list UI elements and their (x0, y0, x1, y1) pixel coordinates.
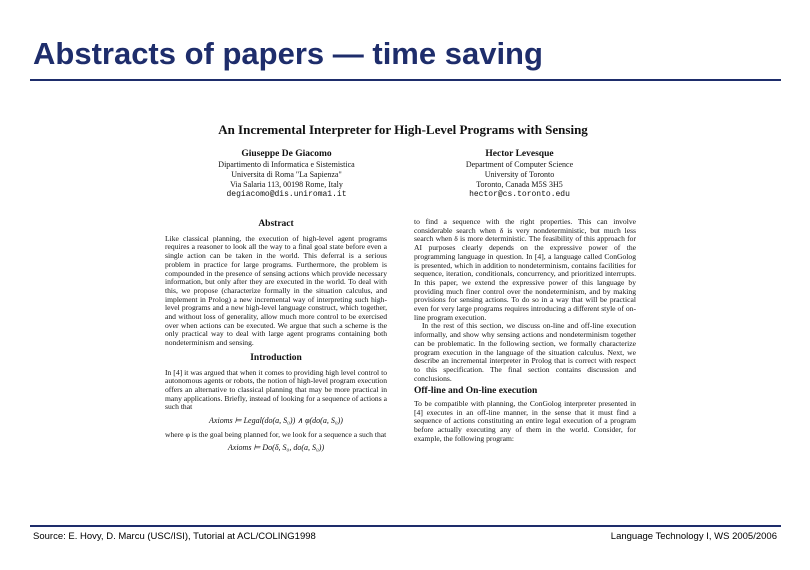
author-name: Giuseppe De Giacomo (241, 149, 332, 159)
section-heading: Off-line and On-line execution (414, 386, 538, 397)
author-email: hector@cs.toronto.edu (469, 190, 570, 199)
author-affiliation-line: Via Salaria 113, 00198 Rome, Italy (230, 180, 343, 189)
slide-title: Abstracts of papers — time saving (33, 36, 543, 71)
footer-source: Source: E. Hovy, D. Marcu (USC/ISI), Tutorial at ACL/COLING1998 (33, 531, 316, 542)
introduction-heading: Introduction (250, 352, 302, 363)
paper-title: An Incremental Interpreter for High-Level Programs with Sensing (218, 122, 588, 137)
author-affiliation-line: University of Toronto (484, 170, 555, 179)
paper-left-column (165, 218, 387, 458)
body-text: to find a sequence with the right properties. This can involve considerable search when δ is very nondeterministic, but much less search when δ is more deterministic. The feasibility of this approach for AI purposes clearly depends on the expressive power of the programming language in question. In [4], a language called ConGolog is presented, which in addition to nondeterminism, contains facilities for sequence, iteration, conditionals, concurrency, and prioritized interrupts. In this paper, we extend the expressive power of this language by providing much finer control over the nondeterminism, and by making provisions for sensing actions. To do so in a way that will be practical even for very large programs requires introducing a different style of on-line program execution. (414, 217, 636, 322)
footer-course: Language Technology I, WS 2005/2006 (610, 531, 777, 542)
paper-authors (170, 148, 636, 200)
paper-right-column (414, 218, 636, 458)
introduction-text: In [4] it was argued that when it comes to providing high level control to autonomous agents or robots, the notion of high-level program execution offers an alternative to classical planning that may be more practical in many applications. Briefly, instead of looking for a sequence of actions a such that (165, 367, 387, 412)
abstract-text: Like classical planning, the execution of high-level agent programs requires a reasoner to look all the way to a final goal state before even a single action can be taken in the world. This deferral is a serious problem in practice for large programs. Furthermore, the problem is compounded in the presence of sensing actions which provide necessary information, but only after they are executed in the world. To deal with this, we propose (characterize formally in the situation calculus, and implement in Prolog) a new incremental way of interpreting such high-level programs and a new high-level language construct, which together, and without loss of generality, allow much more control to be exercised over when actions can be executed. We argue that such a scheme is the only practical way to deal with large agent programs containing both nondeterminism and sensing. (165, 233, 387, 348)
paper-body (165, 217, 636, 458)
author-block (170, 148, 403, 200)
formula: Axioms ⊨ Legal(do(a, S₀)) ∧ φ(do(a, S₀)) (209, 416, 343, 426)
author-affiliation-line: Dipartimento di Informatica e Sistemistica (218, 160, 355, 169)
footer-rule (30, 525, 781, 527)
author-name: Hector Levesque (485, 149, 554, 159)
paper-abstract-image (165, 120, 636, 510)
author-affiliation-line: Toronto, Canada M5S 3H5 (476, 180, 563, 189)
author-block (403, 148, 636, 200)
author-email: degiacomo@dis.uniroma1.it (226, 190, 347, 199)
formula: Axioms ⊨ Do(δ, S₀, do(a, S₀)) (227, 443, 325, 453)
title-underline (30, 79, 781, 81)
body-text: To be compatible with planning, the ConGolog interpreter presented in [4] executes in an off-line manner, in the sense that it must find a sequence of actions constituting an entire legal execution of a program before actually executing any of them in the world. Consider, for example, the following program: (414, 399, 636, 443)
author-affiliation-line: Universita di Roma "La Sapienza" (231, 170, 342, 179)
body-text: In the rest of this section, we discuss on-line and off-line execution informally, and show why sensing actions and nondeterminism together can be problematic. In the following section, we formally characterize program execution in the language of the situation calculus. Next, we describe an incremental interpreter in Prolog that is correct with respect to this specification. The final section contains discussion and conclusions. (414, 321, 636, 383)
abstract-heading: Abstract (258, 219, 294, 229)
introduction-text: where φ is the goal being planned for, we look for a sequence a such that (165, 429, 387, 439)
author-affiliation-line: Department of Computer Science (465, 160, 574, 169)
